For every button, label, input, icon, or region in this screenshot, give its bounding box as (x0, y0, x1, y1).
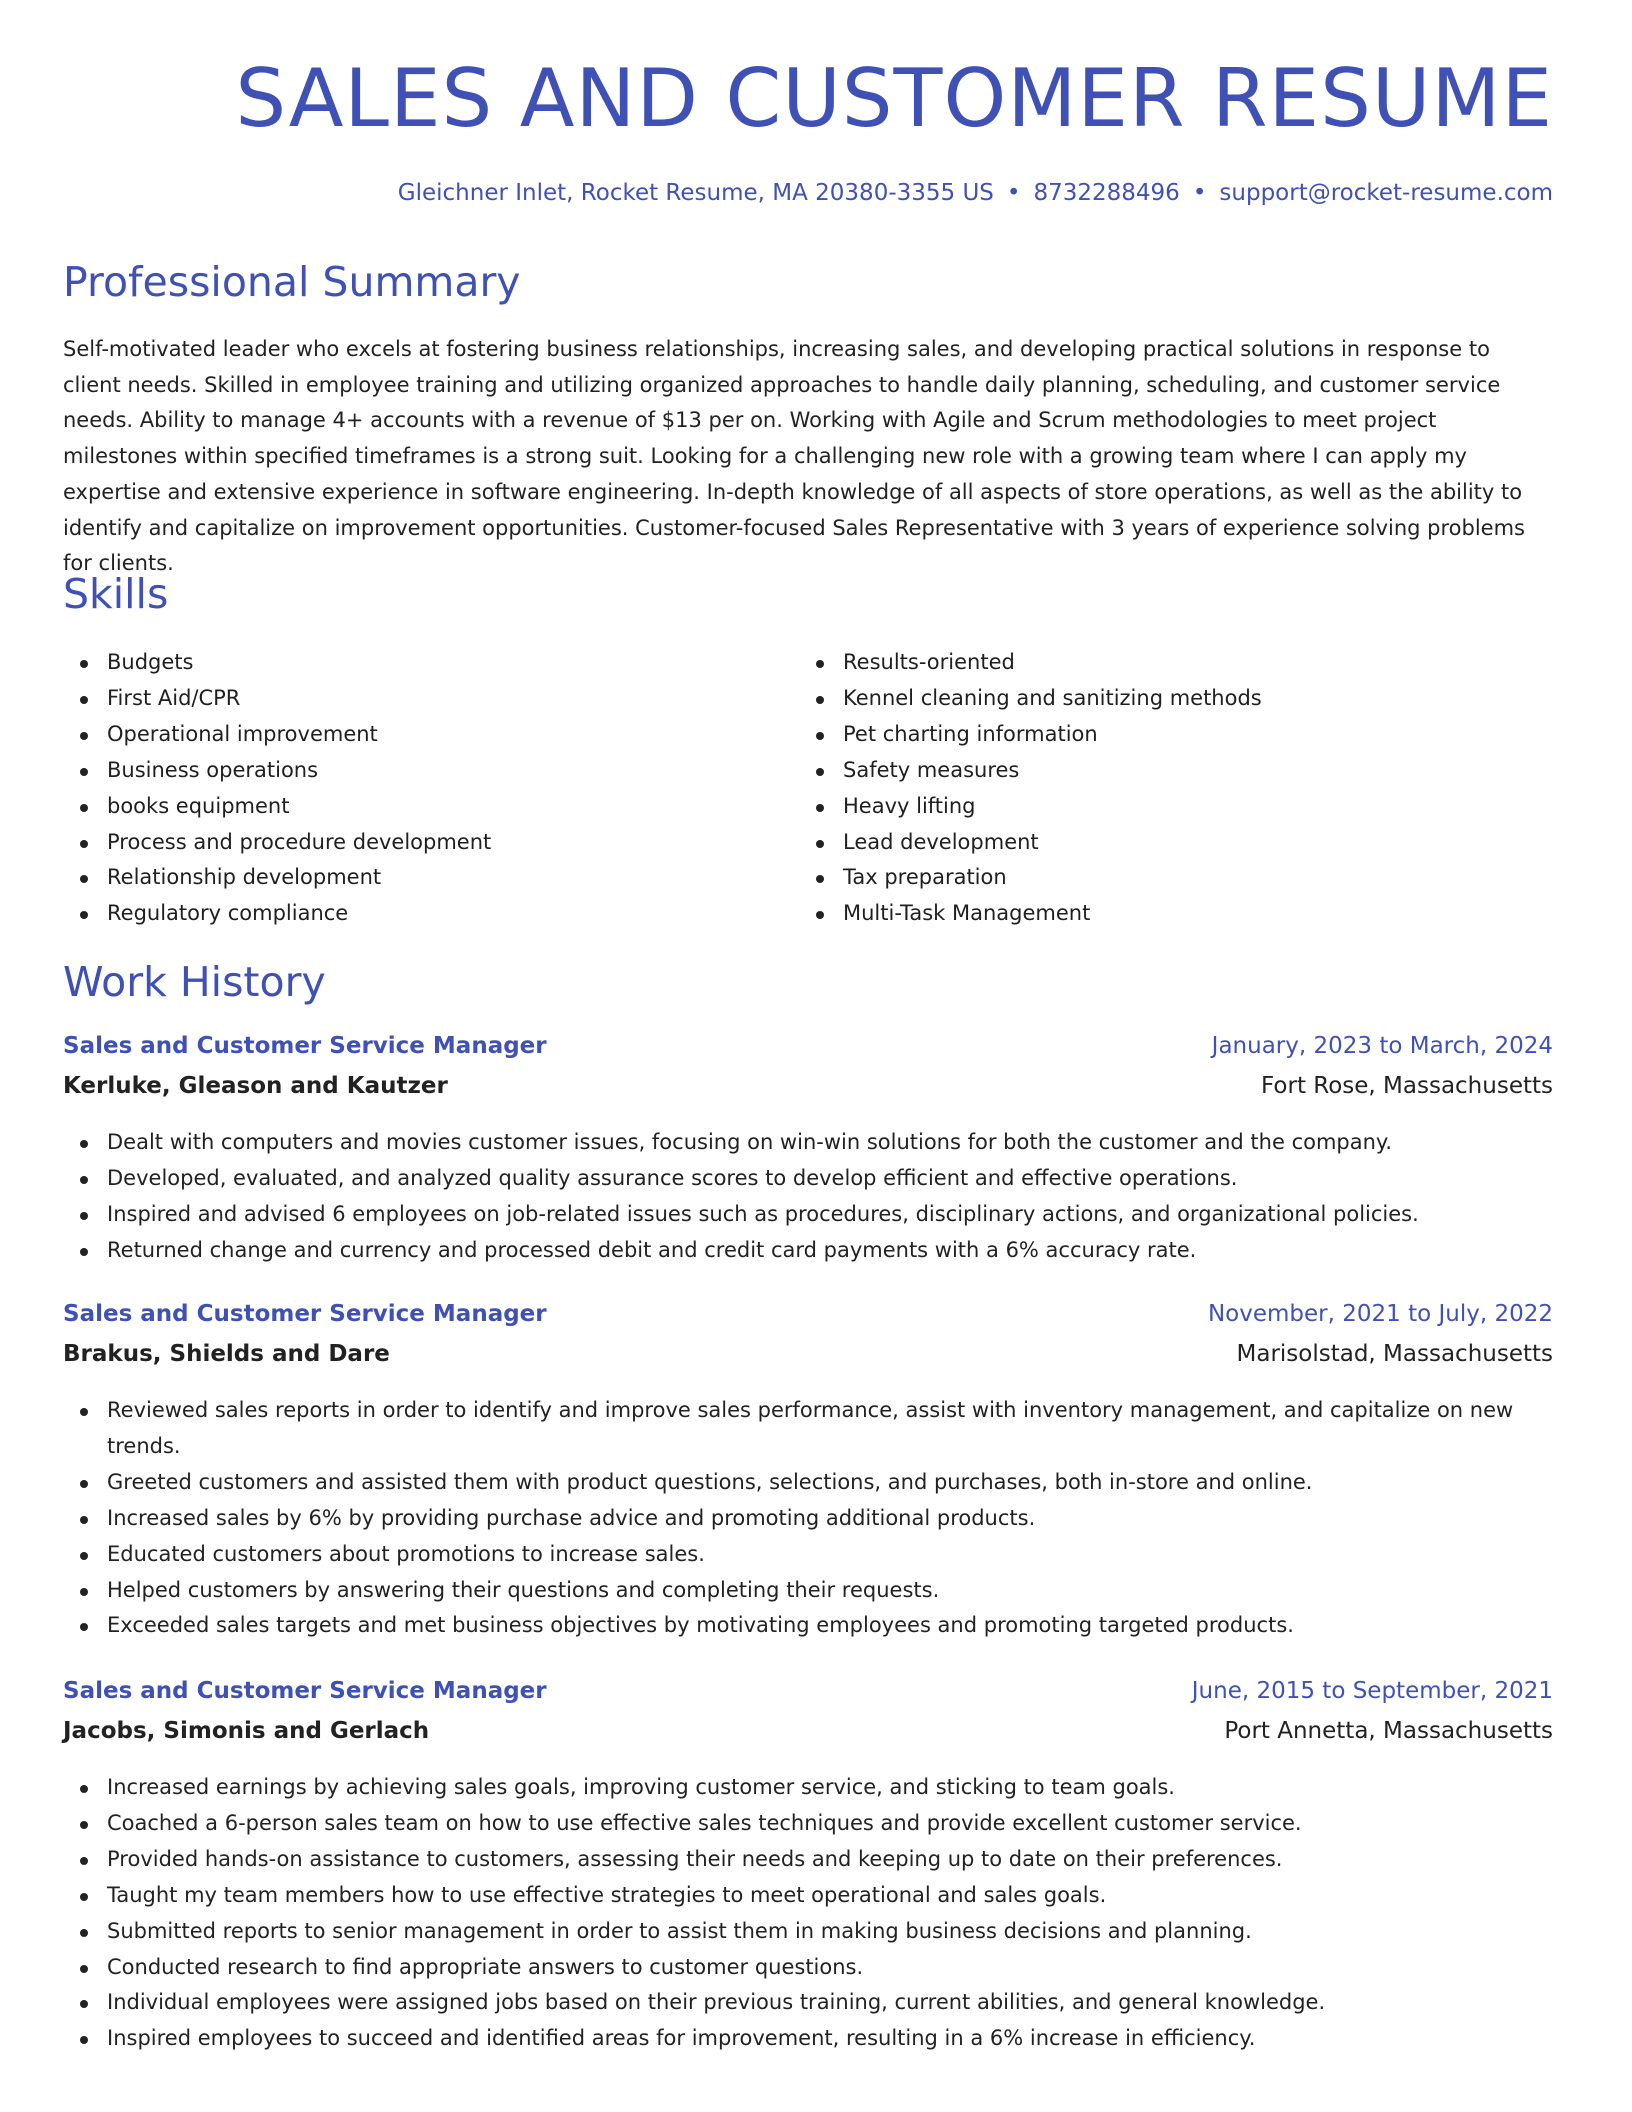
job-title: Sales and Customer Service Manager (63, 1301, 547, 1327)
work-history-heading: Work History (63, 958, 326, 1006)
contact-separator: • (1192, 180, 1207, 206)
job-title-row (63, 1678, 1553, 1718)
job-bullet: Educated customers about promotions to increase sales. (63, 1537, 1553, 1573)
job-title-row (63, 1033, 1553, 1073)
job-dates: November, 2021 to July, 2022 (1207, 1301, 1553, 1327)
skill-item: Kennel cleaning and sanitizing methods (799, 681, 1262, 717)
contact-email: support@rocket-resume.com (1219, 180, 1553, 206)
job-bullet: Individual employees were assigned jobs based on their previous training, current abilities, and general knowledge. (63, 1985, 1553, 2021)
skill-item: Budgets (63, 645, 491, 681)
job-bullet: Taught my team members how to use effective strategies to meet operational and sales goals. (63, 1878, 1553, 1914)
job-bullet: Coached a 6-person sales team on how to use effective sales techniques and provide excellent customer service. (63, 1806, 1553, 1842)
skill-item: Process and procedure development (63, 825, 491, 861)
skill-item: First Aid/CPR (63, 681, 491, 717)
job-company-row (63, 1073, 1553, 1125)
job-bullets (63, 1125, 1553, 1269)
skill-item: Pet charting information (799, 717, 1262, 753)
job-company-row (63, 1718, 1553, 1770)
job-bullet: Greeted customers and assisted them with product questions, selections, and purchases, both in-store and online. (63, 1465, 1553, 1501)
job-title: Sales and Customer Service Manager (63, 1033, 547, 1059)
job-company: Brakus, Shields and Dare (63, 1341, 390, 1367)
job-bullet: Inspired and advised 6 employees on job-related issues such as procedures, disciplinary actions, and organizational policies. (63, 1197, 1553, 1233)
job-bullet: Returned change and currency and processed debit and credit card payments with a 6% accuracy rate. (63, 1233, 1553, 1269)
job-company-row (63, 1341, 1553, 1393)
skills-list-right (799, 645, 1262, 932)
job-bullet: Inspired employees to succeed and identified areas for improvement, resulting in a 6% increase in efficiency. (63, 2021, 1553, 2057)
job-entry (63, 1678, 1553, 2057)
skill-item: Lead development (799, 825, 1262, 861)
job-bullets (63, 1393, 1553, 1644)
job-location: Fort Rose, Massachusetts (1261, 1073, 1553, 1099)
summary-heading: Professional Summary (63, 258, 521, 306)
job-title-row (63, 1301, 1553, 1341)
job-bullet: Submitted reports to senior management in order to assist them in making business decisions and planning. (63, 1914, 1553, 1950)
skill-item: Tax preparation (799, 860, 1262, 896)
job-bullet: Increased earnings by achieving sales goals, improving customer service, and sticking to team goals. (63, 1770, 1553, 1806)
skill-item: Business operations (63, 753, 491, 789)
job-company: Kerluke, Gleason and Kautzer (63, 1073, 448, 1099)
job-bullet: Reviewed sales reports in order to identify and improve sales performance, assist with inventory management, and capitalize on new trends. (63, 1393, 1553, 1465)
contact-separator: • (1006, 180, 1021, 206)
skill-item: Heavy lifting (799, 789, 1262, 825)
contact-address: Gleichner Inlet, Rocket Resume, MA 20380-3355 US (397, 180, 994, 206)
contact-phone: 8732288496 (1033, 180, 1180, 206)
skills-list-left (63, 645, 491, 932)
job-bullet: Developed, evaluated, and analyzed quality assurance scores to develop efficient and effective operations. (63, 1161, 1553, 1197)
job-location: Port Annetta, Massachusetts (1224, 1718, 1553, 1744)
job-bullet: Exceeded sales targets and met business objectives by motivating employees and promoting targeted products. (63, 1608, 1553, 1644)
job-dates: January, 2023 to March, 2024 (1211, 1033, 1553, 1059)
skill-item: books equipment (63, 789, 491, 825)
job-dates: June, 2015 to September, 2021 (1191, 1678, 1553, 1704)
job-location: Marisolstad, Massachusetts (1236, 1341, 1553, 1367)
job-bullet: Helped customers by answering their questions and completing their requests. (63, 1573, 1553, 1609)
job-bullets (63, 1770, 1553, 2057)
job-bullet: Dealt with computers and movies customer issues, focusing on win-win solutions for both the customer and the company. (63, 1125, 1553, 1161)
job-entry (63, 1301, 1553, 1644)
contact-line (398, 180, 1553, 206)
skill-item: Safety measures (799, 753, 1262, 789)
job-company: Jacobs, Simonis and Gerlach (63, 1718, 430, 1744)
resume-title: SALES AND CUSTOMER RESUME (235, 52, 1553, 145)
skill-item: Regulatory compliance (63, 896, 491, 932)
skill-item: Relationship development (63, 860, 491, 896)
job-title: Sales and Customer Service Manager (63, 1678, 547, 1704)
job-bullet: Provided hands-on assistance to customers, assessing their needs and keeping up to date on their preferences. (63, 1842, 1553, 1878)
skill-item: Operational improvement (63, 717, 491, 753)
summary-text: Self-motivated leader who excels at fostering business relationships, increasing sales, and developing practical solutions in response to client needs. Skilled in employee training and utilizing organized approaches to handle daily planning, scheduling, and customer service needs. Ability to manage 4+ accounts with a revenue of $13 per on. Working with Agile and Scrum methodologies to meet project milestones within specified timeframes is a strong suit. Looking for a challenging new role with a growing team where I can apply my expertise and extensive experience in software engineering. In-depth knowledge of all aspects of store operations, as well as the ability to identify and capitalize on improvement opportunities. Customer-focused Sales Representative with 3 years of experience solving problems for clients. (63, 337, 1525, 576)
job-entry (63, 1033, 1553, 1269)
skill-item: Multi-Task Management (799, 896, 1262, 932)
job-bullet: Increased sales by 6% by providing purchase advice and promoting additional products. (63, 1501, 1553, 1537)
job-bullet: Conducted research to find appropriate answers to customer questions. (63, 1950, 1553, 1986)
skill-item: Results-oriented (799, 645, 1262, 681)
skills-heading: Skills (63, 570, 169, 618)
